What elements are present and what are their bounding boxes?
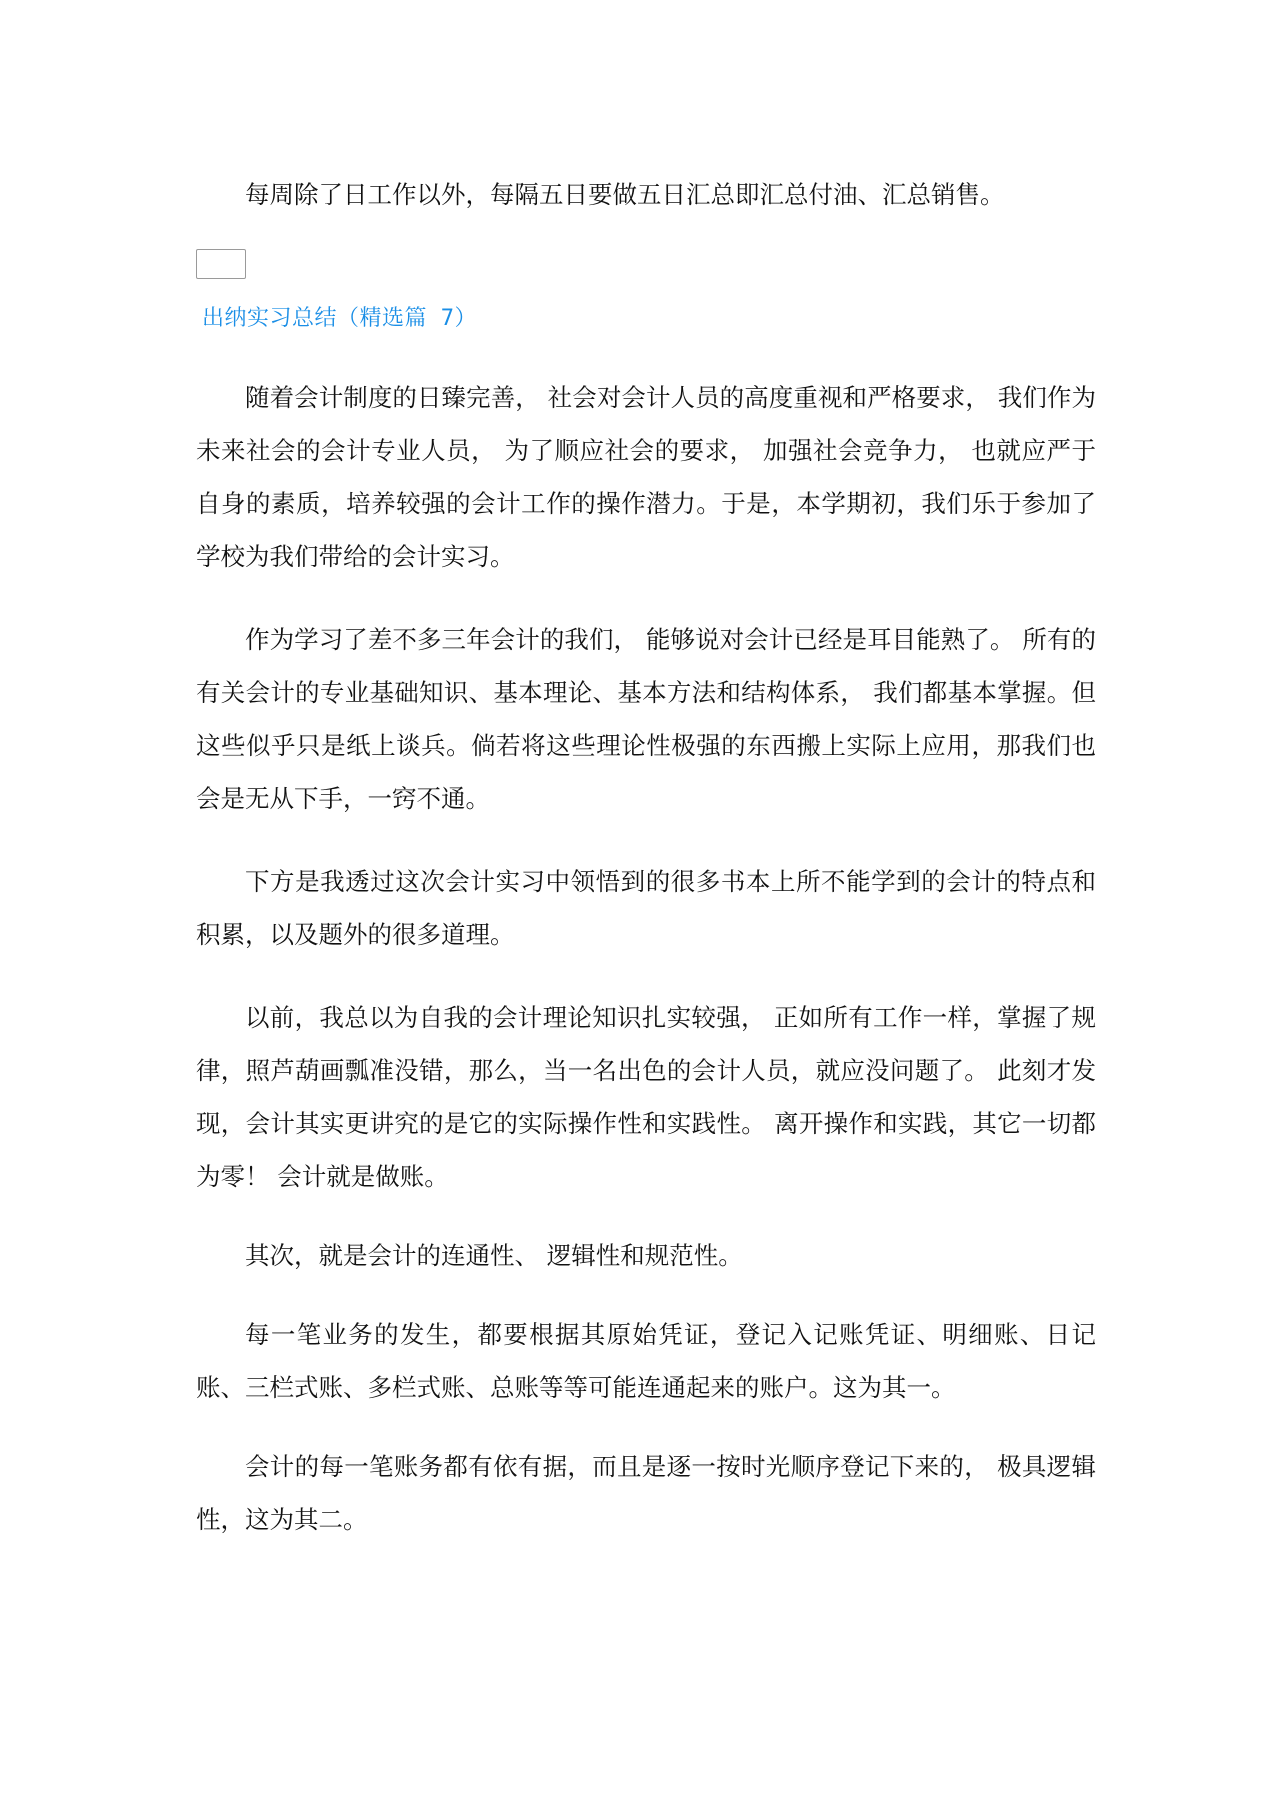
paragraph-6: 每一笔业务的发生，都要根据其原始凭证，登记入记账凭证、明细账、日记账、三栏式账、多栏式账、总账等等可能连通起来的账户。这为其一。 (196, 1320, 1096, 1402)
document-body (196, 168, 1096, 1546)
paragraph-1: 随着会计制度的日臻完善， 社会对会计人员的高度重视和严格要求， 我们作为未来社会的会计专业人员， 为了顺应社会的要求， 加强社会竞争力， 也就应严于自身的素质，培养较强的会计工作的操作潜力。于是，本学期初，我们乐于参加了学校为我们带给的会计实习。 (196, 383, 1096, 571)
paragraph-5: 其次，就是会计的连通性、 逻辑性和规范性。 (245, 1241, 743, 1270)
paragraph-4: 以前，我总以为自我的会计理论知识扎实较强， 正如所有工作一样，掌握了规律，照芦葫画瓢准没错，那么，当一名出色的会计人员，就应没问题了。 此刻才发现，会计其实更讲究的是它的实际操作性和实践性。 离开操作和实践，其它一切都为零！ 会计就是做账。 (196, 1003, 1096, 1191)
paragraph-2: 作为学习了差不多三年会计的我们， 能够说对会计已经是耳目能熟了。 所有的有关会计的专业基础知识、基本理论、基本方法和结构体系， 我们都基本掌握。但这些似乎只是纸上谈兵。倘若将这些理论性极强的东西搬上实际上应用，那我们也会是无从下手，一窍不通。 (196, 625, 1096, 813)
paragraph-intro: 每周除了日工作以外，每隔五日要做五日汇总即汇总付油、汇总销售。 (245, 180, 1005, 209)
section-title: 出纳实习总结（精选篇 7） (202, 306, 477, 331)
empty-box-frame (196, 249, 246, 279)
paragraph-3: 下方是我透过这次会计实习中领悟到的很多书本上所不能学到的会计的特点和积累，以及题外的很多道理。 (196, 867, 1096, 949)
paragraph-7: 会计的每一笔账务都有依有据，而且是逐一按时光顺序登记下来的， 极具逻辑性，这为其二。 (196, 1452, 1096, 1534)
